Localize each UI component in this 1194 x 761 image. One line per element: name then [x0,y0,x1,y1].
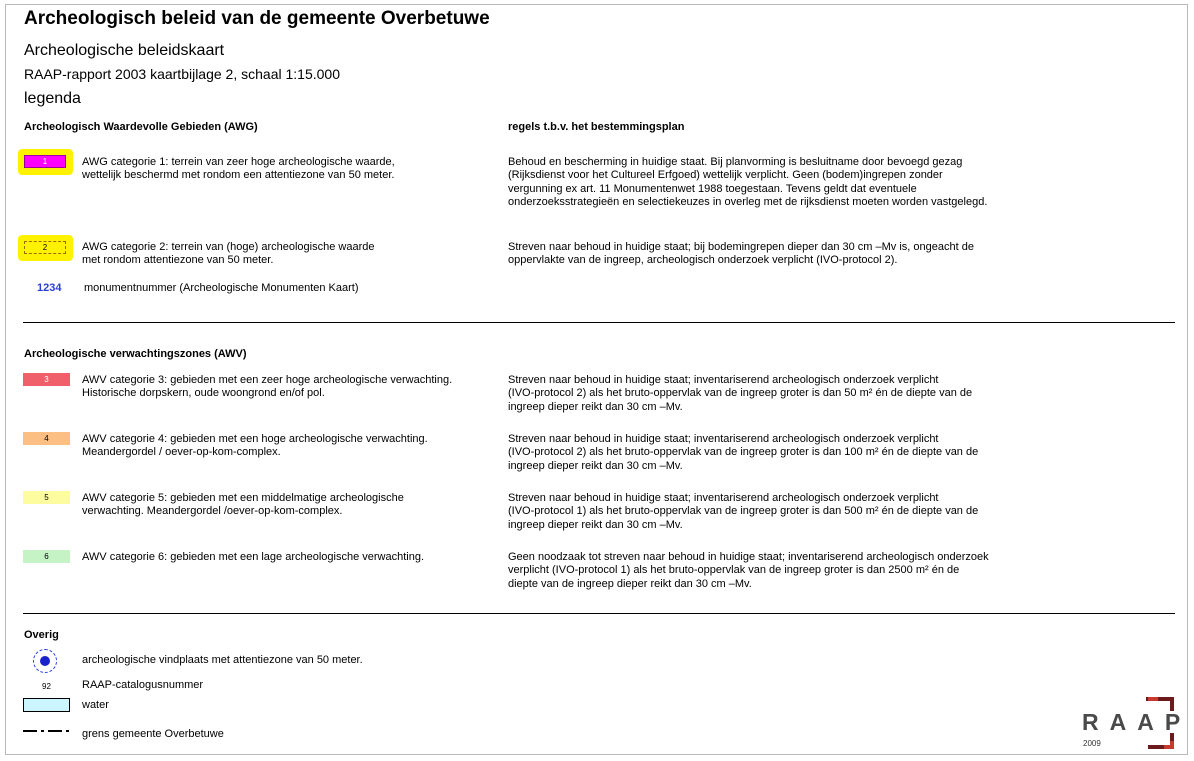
awg2-rule: Streven naar behoud in huidige staat; bij bodemingrepen dieper dan 30 cm –Mv is, ongeacht de oppervlakte van de ingreep, archeologisch onderzoek verplicht (IVO-protocol 2). [508,241,974,267]
catalog-number-sample: 92 [42,682,51,691]
awv3-rule: Streven naar behoud in huidige staat; inventariserend archeologisch onderzoek verplicht (IVO-protocol 2) als het bruto-oppervlak van de ingreep groter is dan 50 m² én de diepte van de ingreep dieper reikt dan 30 cm –Mv. [508,374,973,413]
awg1-rule: Behoud en bescherming in huidige staat. Bij planvorming is besluitname door bevoegd gezag (Rijksdienst voor het Cultureel Erfgoed) wettelijk verplicht. Geen (bodem)ingrepen zonder vergunning ex art. 11 Monumentenwet 1988 toegestaan. Tevens geldt dat eventuele onderzoeksstrategieën en selectiekeuzes in overleg met de rijksdienst moeten worden vastgelegd. [508,156,988,209]
awg2-swatch-code: 2 [24,241,66,254]
awv3-description: AWV categorie 3: gebieden met een zeer hoge archeologische verwachting. Historische dorpskern, oude woongrond en/of pol. [82,374,453,400]
awv3-swatch: 3 [23,373,70,386]
section-divider [23,322,1175,323]
awv5-rule: Streven naar behoud in huidige staat; inventariserend archeologisch onderzoek verplicht (IVO-protocol 1) als het bruto-oppervlak van de ingreep groter is dan 500 m² én de diepte van de ingreep dieper reikt dan 30 cm –Mv. [508,492,979,531]
awv4-rule: Streven naar behoud in huidige staat; inventariserend archeologisch onderzoek verplicht (IVO-protocol 2) als het bruto-oppervlak van de ingreep groter is dan 100 m² én de diepte van de ingreep dieper reikt dan 30 cm –Mv. [508,433,979,472]
awv-heading: Archeologische verwachtingszones (AWV) [24,348,247,360]
water-label: water [82,699,109,711]
monument-number-sample: 1234 [37,282,62,294]
awg1-description: AWG categorie 1: terrein van zeer hoge archeologische waarde, wettelijk beschermd met rondom een attentiezone van 50 meter. [82,156,395,182]
municipal-border-line-icon [23,727,69,735]
awg2-description: AWG categorie 2: terrein van (hoge) archeologische waarde met rondom attentiezone van 50 meter. [82,241,375,267]
site-dot-icon [40,656,50,666]
report-reference: RAAP-rapport 2003 kaartbijlage 2, schaal 1:15.000 [24,66,340,82]
border-label: grens gemeente Overbetuwe [82,728,224,740]
awg1-swatch [18,149,73,175]
rules-heading: regels t.b.v. het bestemmingsplan [508,121,685,133]
awv4-swatch: 4 [23,432,70,445]
awv5-swatch: 5 [23,491,70,504]
awv5-description: AWV categorie 5: gebieden met een middelmatige archeologische verwachting. Meandergordel /oever-op-kom-complex. [82,492,404,518]
page-title: Archeologisch beleid van de gemeente Overbetuwe [24,8,490,29]
legend-label: legenda [24,90,81,107]
awv6-description: AWV categorie 6: gebieden met een lage archeologische verwachting. [82,551,425,563]
awg1-swatch-code: 1 [24,155,66,168]
awv4-description: AWV categorie 4: gebieden met een hoge archeologische verwachting. Meandergordel / oever-op-kom-complex. [82,433,428,459]
awv6-rule: Geen noodzaak tot streven naar behoud in huidige staat; inventariserend archeologisch onderzoek verplicht (IVO-protocol 1) als het bruto-oppervlak van de ingreep groter is dan 2500 m² én de diepte van de ingreep dieper reikt dan 30 cm –Mv. [508,551,989,590]
map-subtitle: Archeologische beleidskaart [24,42,225,59]
awg2-swatch [18,235,73,261]
awg-heading: Archeologisch Waardevolle Gebieden (AWG) [24,121,258,133]
water-swatch [23,698,70,712]
overig-heading: Overig [24,629,59,641]
catalog-label: RAAP-catalogusnummer [82,679,204,691]
awv6-swatch: 6 [23,550,70,563]
monument-number-label: monumentnummer (Archeologische Monumenten Kaart) [84,282,359,294]
site-label: archeologische vindplaats met attentiezone van 50 meter. [82,654,363,666]
raap-logo-year: 2009 [1083,739,1101,748]
section-divider [23,613,1175,614]
raap-logo-text: RAAP [1082,709,1192,735]
